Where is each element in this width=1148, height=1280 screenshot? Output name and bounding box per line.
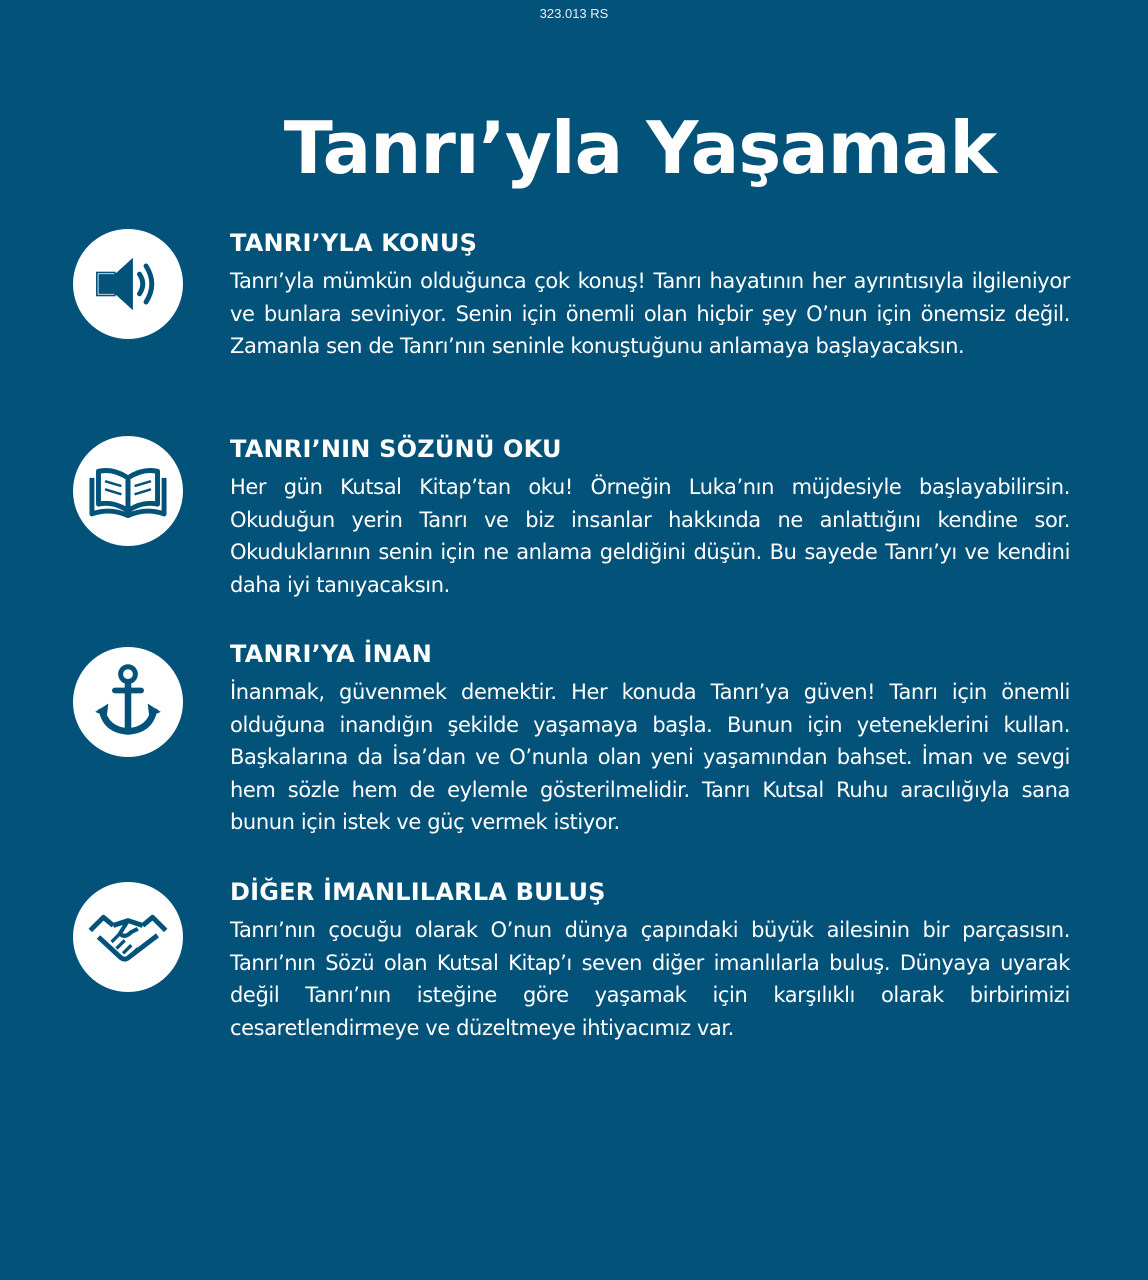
section-text: Tanrı’yla mümkün olduğunca çok konuş! Tanrı hayatının her ayrıntısıyla ilgileniyor ve bunlara seviniyor. Senin için önemli olan hiçbir şey O’nun için önemsiz değil. Zamanla sen de Tanrı’nın seninle konuştuğunu anlamaya başlayacaksın. [230,269,1070,359]
handshake-icon [73,882,183,992]
section-text: İnanmak, güvenmek demektir. Her konuda Tanrı’ya güven! Tanrı için önemli olduğuna inandığın şekilde yaşamaya başla. Bunun için yeteneklerini kullan. Başkalarına da İsa’dan ve O’nunla olan yeni yaşamından bahset. İman ve sevgi hem sözle hem de eylemle gösterilmelidir. Tanrı Kutsal Ruhu aracılığıyla sana bunun için istek ve güç vermek istiyor. [230,680,1070,835]
section-text: Her gün Kutsal Kitap’tan oku! Örneğin Luka’nın müjdesiyle başlayabilirsin. Okuduğun yerin Tanrı ve biz insanlar hakkında ne anlattığını kendine sor. Okuduklarının senin için ne anlama geldiğini düşün. Bu sayede Tanrı’yı ve kendini daha iyi tanıyacaksın. [230,475,1070,597]
book-icon [73,436,183,546]
anchor-icon [73,647,183,757]
section-heading: TANRI’YLA KONUŞ [230,229,478,257]
section-text: Tanrı’nın çocuğu olarak O’nun dünya çapındaki büyük ailesinin bir parçasısın. Tanrı’nın Sözü olan Kutsal Kitap’ı seven diğer imanlılarla buluş. Dünyaya uyarak değil Tanrı’nın isteğine göre yaşamak için karşılıklı olarak birbirimizi cesaretlendirmeye ve düzeltmeye ihtiyacımız var. [230,918,1070,1040]
section-heading: TANRI’YA İNAN [230,640,432,668]
document-code: 323.013 RS [539,6,609,21]
speaker-icon [73,229,183,339]
section-heading: DİĞER İMANLILARLA BULUŞ [230,878,606,906]
page-title: Tanrı’yla Yaşamak [283,106,997,190]
section-heading: TANRI’NIN SÖZÜNÜ OKU [230,435,562,463]
